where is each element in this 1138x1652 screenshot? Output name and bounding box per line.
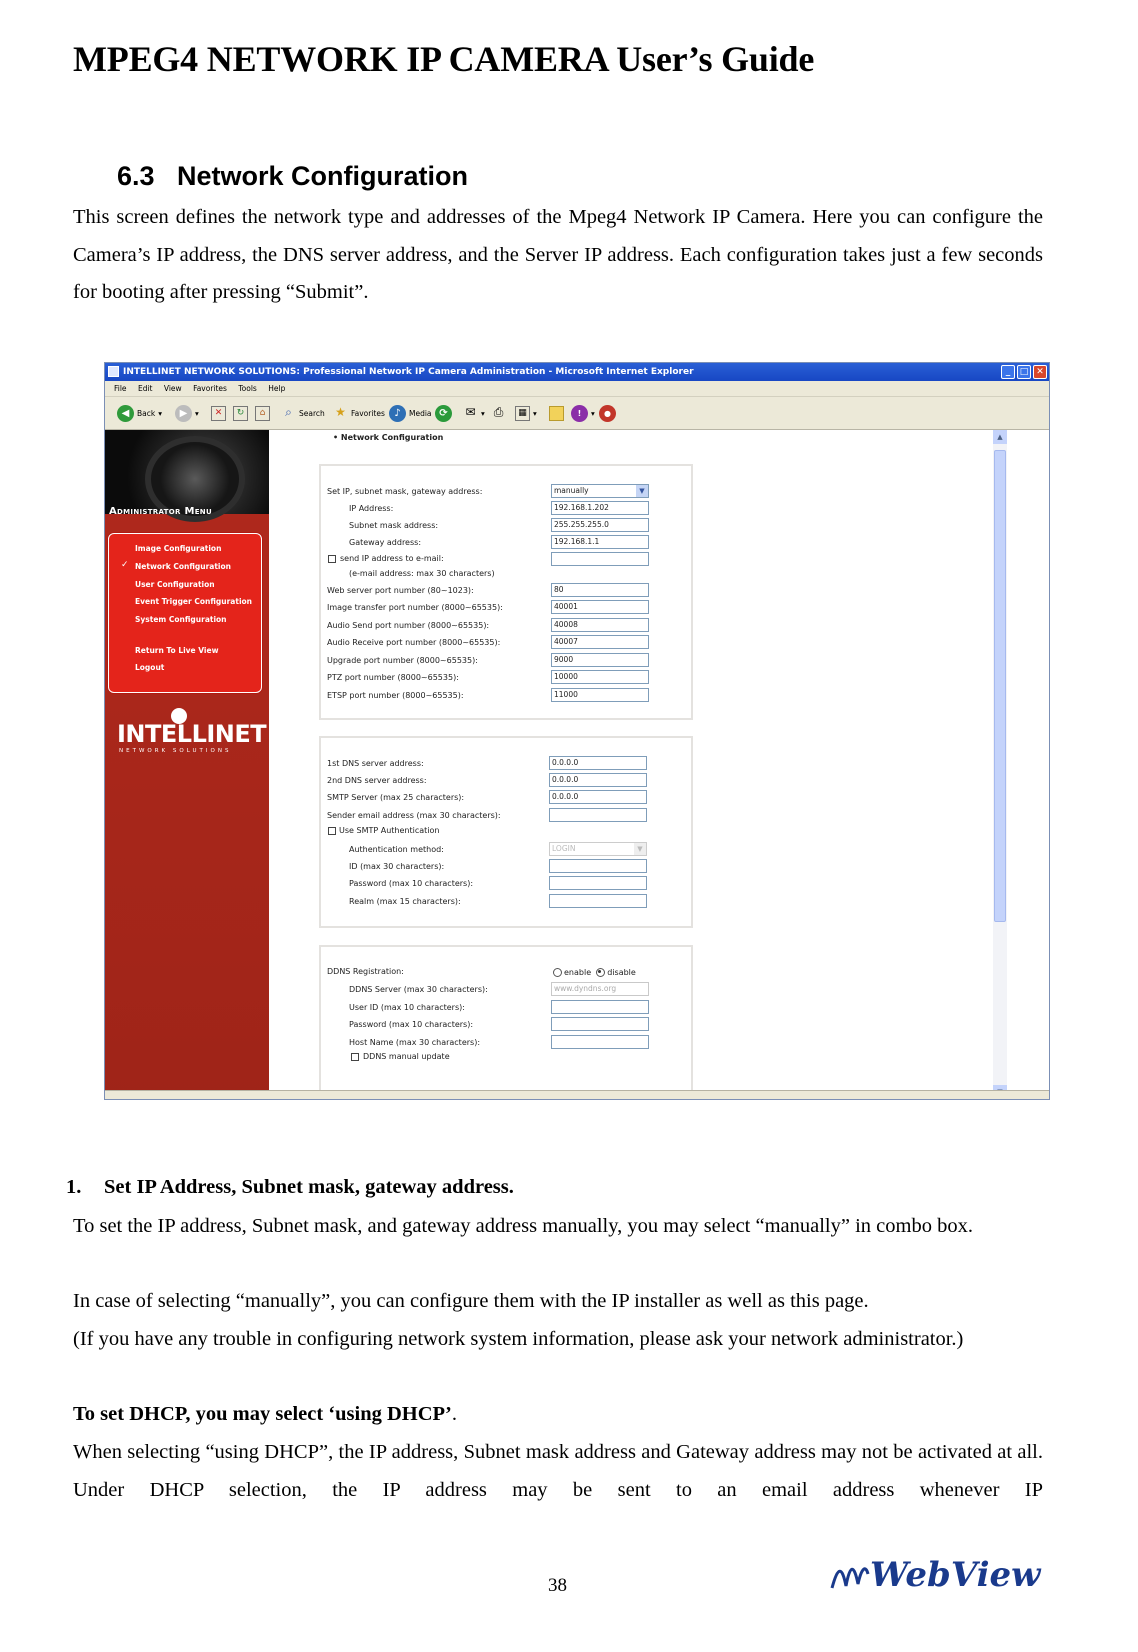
back-label: Back [137,408,156,418]
ip-settings-panel [319,464,693,720]
admin-menu-box [108,533,262,693]
refresh-button[interactable] [233,403,248,423]
mail-icon: ✉ [465,404,476,419]
audio-receive-port-label: Audio Receive port number (8000~65535): [327,638,501,647]
window-titlebar [105,363,1049,381]
messenger-button[interactable]: ! ▾ [571,403,595,423]
menu-tools[interactable]: Tools [238,384,257,393]
favorites-label: Favorites [351,408,385,418]
ptz-port-label: PTZ port number (8000~65535): [327,673,459,682]
scrollbar-thumb[interactable] [994,450,1006,922]
window-title: INTELLINET NETWORK SOLUTIONS: Professional Network IP Camera Administration - Microsoft Internet Explorer [123,367,694,377]
edit-icon: ▦ [515,406,530,421]
ddns-manual-update-label: DDNS manual update [363,1052,450,1061]
camera-photo [105,430,269,514]
media-button[interactable] [389,403,432,423]
media-label: Media [409,408,432,418]
upgrade-port-label: Upgrade port number (8000~65535): [327,656,478,665]
intellinet-logo: INTELLINET [117,720,267,748]
webview-logo [828,1552,1048,1607]
dns1-label: 1st DNS server address: [327,759,424,768]
use-smtp-auth-checkbox[interactable] [328,827,336,835]
auth-password-label: Password (max 10 characters): [349,879,474,888]
smtp-server-input[interactable]: 0.0.0.0 [549,790,647,804]
ddns-host-label: Host Name (max 30 characters): [349,1038,481,1047]
print-button[interactable] [491,403,506,423]
page-heading: • Network Configuration [333,433,444,442]
gateway-label: Gateway address: [349,538,422,547]
check-icon: ✓ [121,560,129,570]
ddns-enable-label: enable [564,968,592,977]
auth-method-label: Authentication method: [349,845,444,854]
list-number: 1. [66,1176,82,1198]
send-ip-note: (e-mail address: max 30 characters) [349,569,495,578]
close-button[interactable]: ✕ [1033,365,1047,379]
menu-image-configuration[interactable]: Image Configuration [135,544,222,553]
forward-arrow-icon: ▶ [175,405,192,422]
favorites-button[interactable] [333,403,385,423]
refresh-icon: ↻ [233,406,248,421]
ip-address-label: IP Address: [349,504,394,513]
paragraph-dhcp [73,1396,1043,1434]
mail-button[interactable]: ✉ ▾ [463,403,485,423]
browser-toolbar [105,397,1049,430]
back-button[interactable]: ◀ Back ▾ [117,403,162,423]
image-port-label: Image transfer port number (8000~65535): [327,603,503,612]
minimize-button[interactable]: _ [1001,365,1015,379]
etsp-port-label: ETSP port number (8000~65535): [327,691,464,700]
ddns-password-label: Password (max 10 characters): [349,1020,474,1029]
chevron-down-icon: ▼ [636,485,648,497]
chevron-down-icon: ▼ [634,843,646,855]
paragraph-manual: To set the IP address, Subnet mask, and gateway address manually, you may select “manually” in combo box. [73,1215,973,1237]
stop-icon: ✕ [211,406,226,421]
section-title: Network Configuration [177,161,468,191]
dns2-input[interactable]: 0.0.0.0 [549,773,647,787]
ddns-registration-label: DDNS Registration: [327,967,404,976]
audio-send-port-input[interactable]: 40008 [551,618,649,632]
section-number: 6.3 [117,161,155,191]
ddns-user-label: User ID (max 10 characters): [349,1003,465,1012]
audio-receive-port-input[interactable]: 40007 [551,635,649,649]
search-label: Search [299,408,325,418]
forward-button[interactable]: ▶ ▾ [175,403,199,423]
sender-email-label: Sender email address (max 30 characters): [327,811,501,820]
media-icon: ♪ [389,405,406,422]
notes-button[interactable] [549,403,564,423]
search-icon: ⌕ [285,404,292,419]
status-bar [105,1090,1049,1100]
section-heading [117,161,468,192]
document-title: MPEG4 NETWORK IP CAMERA User’s Guide [73,39,815,79]
paragraph-administrator: (If you have any trouble in configuring network system information, please ask your network administrator.) [73,1328,964,1350]
menu-edit[interactable]: Edit [137,384,153,393]
gateway-input[interactable]: 192.168.1.1 [551,535,649,549]
page-number: 38 [548,1575,567,1596]
ip-address-input[interactable]: 192.168.1.202 [551,501,649,515]
list-heading-text: Set IP Address, Subnet mask, gateway address. [104,1176,514,1198]
edit-button[interactable]: ▦ ▾ [515,403,537,423]
ddns-disable-radio[interactable] [596,968,605,977]
history-icon: ⟳ [435,405,452,422]
menu-user-configuration[interactable]: User Configuration [135,580,215,589]
dns1-input[interactable]: 0.0.0.0 [549,756,647,770]
maximize-button[interactable]: □ [1017,365,1031,379]
audio-send-port-label: Audio Send port number (8000~65535): [327,621,490,630]
ip-mode-value: manually [554,486,589,495]
star-icon: ★ [335,404,346,419]
menu-network-configuration[interactable]: Network Configuration [135,562,231,571]
dns-settings-panel [319,736,693,928]
menu-return-live-view[interactable]: Return To Live View [135,646,219,655]
auth-realm-input[interactable] [549,894,647,908]
stop-button[interactable] [211,403,226,423]
auth-method-select[interactable] [549,842,647,856]
list-heading [66,1176,514,1199]
dhcp-period: . [451,1403,457,1425]
ddns-radio-group [553,968,636,977]
history-button[interactable] [435,403,452,423]
ddns-enable-radio[interactable] [553,968,562,977]
use-smtp-auth-label: Use SMTP Authentication [339,826,440,835]
auth-method-value: LOGIN [552,844,576,853]
network-config-page [269,430,993,1099]
ddns-disable-label: disable [607,968,636,977]
menu-bar [105,381,1049,397]
webview-logo-text: WebView [870,1555,1041,1595]
menu-event-trigger-configuration[interactable]: Event Trigger Configuration [135,597,253,606]
back-arrow-icon: ◀ [117,405,134,422]
menu-help[interactable]: Help [268,384,286,393]
admin-sidebar [105,430,269,1099]
home-icon: ⌂ [255,406,270,421]
menu-system-configuration[interactable]: System Configuration [135,615,227,624]
send-ip-label: send IP address to e-mail: [340,554,444,563]
print-icon: ⎙ [493,404,504,419]
ddns-manual-update-checkbox[interactable] [351,1053,359,1061]
ptz-port-input[interactable]: 10000 [551,670,649,684]
auth-password-input[interactable] [549,876,647,890]
web-port-input[interactable]: 80 [551,583,649,597]
messenger-icon: ! [571,405,588,422]
vertical-scrollbar[interactable] [993,430,1007,1099]
intellinet-tagline: NETWORK SOLUTIONS [119,748,232,754]
paragraph-ip-installer: In case of selecting “manually”, you can configure them with the IP installer as well as this page. [73,1290,869,1312]
smtp-server-label: SMTP Server (max 25 characters): [327,793,465,802]
ie-window-icon [108,366,119,377]
ddns-server-label: DDNS Server (max 30 characters): [349,985,488,994]
browser-screenshot [104,362,1050,1100]
menu-view[interactable]: View [163,384,182,393]
ddns-server-input[interactable]: www.dyndns.org [551,982,649,996]
webview-logo-graphic [828,1552,1048,1602]
intro-paragraph: This screen defines the network type and addresses of the Mpeg4 Network IP Camera. Here you can configure the Camera’s IP address, the DNS server address, and the Server IP address. Each configuration takes just a few seconds for booting after pressing “Submit”. [73,206,1043,303]
send-ip-email-input[interactable] [551,552,649,566]
subnet-mask-label: Subnet mask address: [349,521,439,530]
auth-realm-label: Realm (max 15 characters): [349,897,461,906]
etsp-port-input[interactable]: 11000 [551,688,649,702]
menu-favorites[interactable]: Favorites [193,384,227,393]
home-button[interactable] [255,403,270,423]
send-ip-checkbox[interactable] [328,555,336,563]
menu-logout[interactable]: Logout [135,663,165,672]
ddns-settings-panel [319,945,693,1100]
sender-email-input[interactable] [549,808,647,822]
auth-id-label: ID (max 30 characters): [349,862,445,871]
ddns-password-input[interactable] [551,1017,649,1031]
notes-icon [549,406,564,421]
scroll-up-icon[interactable]: ▲ [993,430,1007,444]
auth-id-input[interactable] [549,859,647,873]
web-port-label: Web server port number (80~1023): [327,586,474,595]
dhcp-bold-text: To set DHCP, you may select ‘using DHCP’ [73,1403,452,1425]
ddns-host-input[interactable] [551,1035,649,1049]
menu-file[interactable]: File [114,384,127,393]
extension-icon: ● [599,405,616,422]
ip-mode-label: Set IP, subnet mask, gateway address: [327,487,483,496]
dns2-label: 2nd DNS server address: [327,776,427,785]
upgrade-port-input[interactable]: 9000 [551,653,649,667]
ddns-user-input[interactable] [551,1000,649,1014]
ip-mode-select[interactable] [551,484,649,498]
image-port-input[interactable]: 40001 [551,600,649,614]
search-button[interactable] [281,403,325,423]
admin-menu-title: Administrator Menu [109,506,212,517]
paragraph-dhcp-detail: When selecting “using DHCP”, the IP address, Subnet mask address and Gateway address may not be activated at all. Under DHCP selection, the IP address may be sent to an email address whenever IP [73,1441,1043,1501]
extension-button[interactable] [599,403,616,423]
subnet-mask-input[interactable]: 255.255.255.0 [551,518,649,532]
